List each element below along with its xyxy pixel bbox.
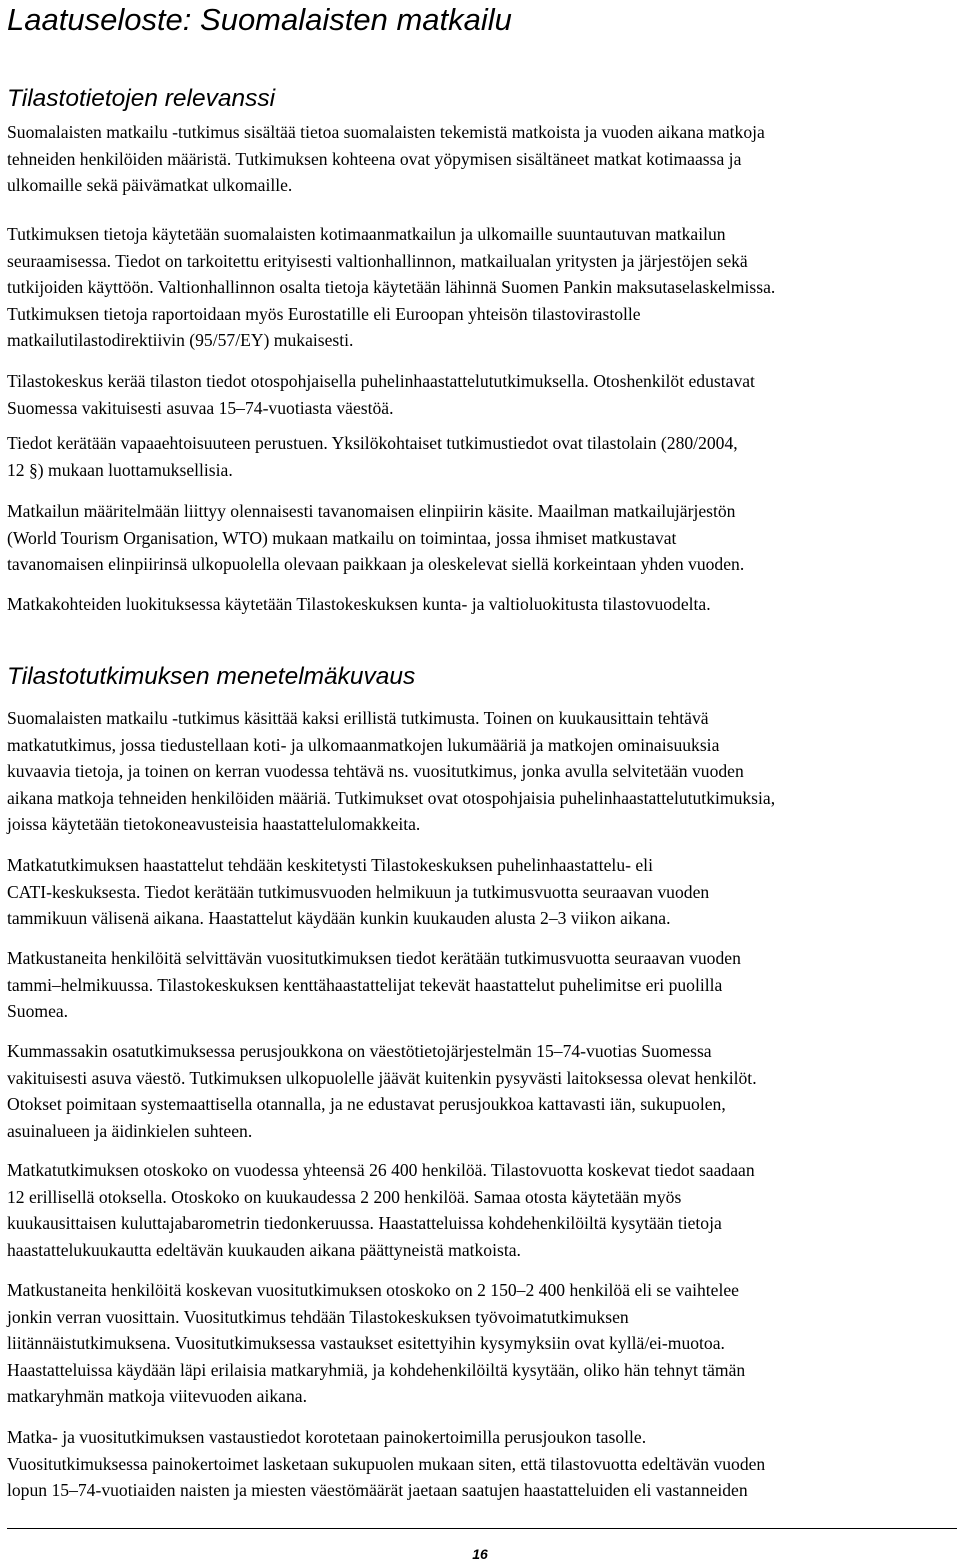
- paragraph-line: Tilastokeskus kerää tilaston tiedot otospohjaisella puhelinhaastattelututkimuksella. Otoshenkilöt edustavat: [7, 371, 755, 391]
- paragraph: [7, 705, 960, 838]
- paragraph-line: Matkustaneita henkilöitä koskevan vuositutkimuksen otoskoko on 2 150–2 400 henkilöä eli se vaihtelee: [7, 1280, 739, 1300]
- paragraph: [7, 1157, 960, 1263]
- paragraph: [7, 430, 960, 483]
- paragraph-line: Suomessa vakituisesti asuvaa 15–74-vuotiasta väestöä.: [7, 397, 394, 418]
- paragraph-line: haastattelukuukautta edeltävän kuukauden aikana päättyneistä matkoista.: [7, 1239, 521, 1260]
- paragraph-line: Matkakohteiden luokituksessa käytetään Tilastokeskuksen kunta- ja valtioluokitusta tilastovuodelta.: [7, 594, 711, 614]
- paragraph-line: Otokset poimitaan systemaattisella otannalla, ja ne edustavat perusjoukkoa kattavasti iän, sukupuolen,: [7, 1094, 726, 1114]
- paragraph-line: 12 erillisellä otoksella. Otoskoko on kuukaudessa 2 200 henkilöä. Samaa otosta käytetään myös: [7, 1186, 682, 1207]
- paragraph-line: matkatutkimus, jossa tiedustellaan koti- ja ulkomaanmatkojen lukumääriä ja matkojen ominaisuuksia: [7, 734, 720, 755]
- paragraph: [7, 221, 960, 354]
- paragraph-line: Tutkimuksen tietoja käytetään suomalaisten kotimaanmatkailun ja ulkomaille suuntautuvan matkailun: [7, 224, 726, 244]
- paragraph-line: tutkijoiden käyttöön. Valtionhallinnon osalta tietoja käytetään lähinnä Suomen Pankin maksutaselaskelmissa.: [7, 277, 776, 297]
- paragraph-line: Suomalaisten matkailu -tutkimus sisältää tietoa suomalaisten tekemistä matkoista ja vuoden aikana matkoja: [7, 122, 765, 142]
- paragraph-line: Matkatutkimuksen haastattelut tehdään keskitetysti Tilastokeskuksen puhelinhaastattelu- eli: [7, 855, 653, 875]
- paragraph-line: Matkatutkimuksen otoskoko on vuodessa yhteensä 26 400 henkilöä. Tilastovuotta koskevat tiedot saadaan: [7, 1160, 755, 1180]
- paragraph-line: aikana matkoja tehneiden henkilöiden määriä. Tutkimukset ovat otospohjaisia puhelinhaastattelututkimuksia,: [7, 787, 776, 808]
- paragraph-line: Vuositutkimuksessa painokertoimet lasketaan sukupuolen mukaan siten, että tilastovuotta edeltävän vuoden: [7, 1453, 766, 1474]
- paragraph: [7, 852, 960, 932]
- footer-divider: [7, 1528, 957, 1529]
- paragraph-line: Matkustaneita henkilöitä selvittävän vuositutkimuksen tiedot kerätään tutkimusvuotta seuraavan vuoden: [7, 948, 741, 968]
- paragraph: [7, 119, 960, 199]
- paragraph-line: seuraamisessa. Tiedot on tarkoitettu erityisesti valtionhallinnon, matkailualan yritysten ja järjestöjen sekä: [7, 250, 748, 271]
- section-heading-relevance: Tilastotietojen relevanssi: [7, 85, 276, 112]
- paragraph-line: Matka- ja vuositutkimuksen vastaustiedot korotetaan painokertoimilla perusjoukon tasolle.: [7, 1427, 647, 1447]
- paragraph-line: asuinalueen ja äidinkielen suhteen.: [7, 1120, 253, 1141]
- paragraph-line: matkaryhmän matkoja viitevuoden aikana.: [7, 1386, 307, 1406]
- section-heading-methodology: Tilastotutkimuksen menetelmäkuvaus: [7, 663, 416, 690]
- document-title: Laatuseloste: Suomalaisten matkailu: [7, 2, 512, 37]
- paragraph-line: tammikuun välisenä aikana. Haastattelut käydään kunkin kuukauden alusta 2–3 viikon aikana.: [7, 908, 671, 928]
- paragraph-line: jonkin verran vuosittain. Vuositutkimus tehdään Tilastokeskuksen työvoimatutkimuksen: [7, 1306, 629, 1327]
- paragraph-line: lopun 15–74-vuotiaiden naisten ja miesten väestömäärät jaetaan saatujen haastatteluiden eli vastanneiden: [7, 1480, 748, 1500]
- paragraph-line: CATI-keskuksesta. Tiedot kerätään tutkimusvuoden helmikuun ja tutkimusvuotta seuraavan vuoden: [7, 881, 710, 902]
- paragraph-line: Kummassakin osatutkimuksessa perusjoukkona on väestötietojärjestelmän 15–74-vuotias Suomessa: [7, 1041, 712, 1061]
- paragraph: [7, 1277, 960, 1410]
- paragraph: [7, 1424, 960, 1504]
- paragraph-line: tehneiden henkilöiden määristä. Tutkimuksen kohteena ovat yöpymisen sisältäneet matkat kotimaassa ja: [7, 148, 742, 169]
- paragraph-line: Suomea.: [7, 1001, 69, 1021]
- paragraph-line: Matkailun määritelmään liittyy olennaisesti tavanomaisen elinpiirin käsite. Maailman matkailujärjestön: [7, 501, 736, 521]
- paragraph-line: vakituisesti asuva väestö. Tutkimuksen ulkopuolelle jäävät kuitenkin pysyvästi laitoksessa olevat henkilöt.: [7, 1067, 757, 1088]
- paragraph-line: joissa käytetään tietokoneavusteisia haastattelulomakkeita.: [7, 814, 421, 834]
- paragraph-line: Tutkimuksen tietoja raportoidaan myös Eurostatille eli Euroopan yhteisön tilastovirastolle: [7, 303, 641, 324]
- paragraph-line: Tiedot kerätään vapaaehtoisuuteen perustuen. Yksilökohtaiset tutkimustiedot ovat tilastolain (280/2004,: [7, 433, 738, 453]
- paragraph-line: kuvaavia tietoja, ja toinen on kerran vuodessa tehtävä ns. vuositutkimus, jonka avulla selvitetään vuoden: [7, 761, 744, 781]
- paragraph: [7, 591, 960, 618]
- page-number: 16: [472, 1546, 488, 1562]
- paragraph: [7, 945, 960, 1025]
- paragraph-line: Haastatteluissa käydään läpi erilaisia matkaryhmiä, ja kohdehenkilöiltä kysytään, oliko hän tehnyt tämän: [7, 1359, 746, 1380]
- paragraph-line: tavanomaisen elinpiirinsä ulkopuolella olevaan paikkaan ja oleskelevat siellä korkeintaan yhden vuoden.: [7, 554, 745, 574]
- paragraph-line: tammi–helmikuussa. Tilastokeskuksen kenttähaastattelijat tekevät haastattelut puhelimitse eri puolilla: [7, 974, 723, 995]
- paragraph: [7, 1038, 960, 1144]
- paragraph-line: 12 §) mukaan luottamuksellisia.: [7, 459, 233, 480]
- paragraph: [7, 368, 960, 421]
- paragraph: [7, 498, 960, 578]
- paragraph-line: matkailutilastodirektiivin (95/57/EY) mukaisesti.: [7, 330, 354, 350]
- paragraph-line: Suomalaisten matkailu -tutkimus käsittää kaksi erillistä tutkimusta. Toinen on kuukausittain tehtävä: [7, 708, 709, 728]
- paragraph-line: kuukausittaisen kuluttajabarometrin tiedonkeruussa. Haastatteluissa kohdehenkilöiltä kysytään tietoja: [7, 1213, 722, 1233]
- paragraph-line: liitännäistutkimuksena. Vuositutkimuksessa vastaukset esitettyihin kysymyksiin ovat kyllä/ei-muotoa.: [7, 1333, 725, 1353]
- paragraph-line: (World Tourism Organisation, WTO) mukaan matkailu on toimintaa, jossa ihmiset matkustavat: [7, 527, 677, 548]
- paragraph-line: ulkomaille sekä päivämatkat ulkomaille.: [7, 175, 293, 195]
